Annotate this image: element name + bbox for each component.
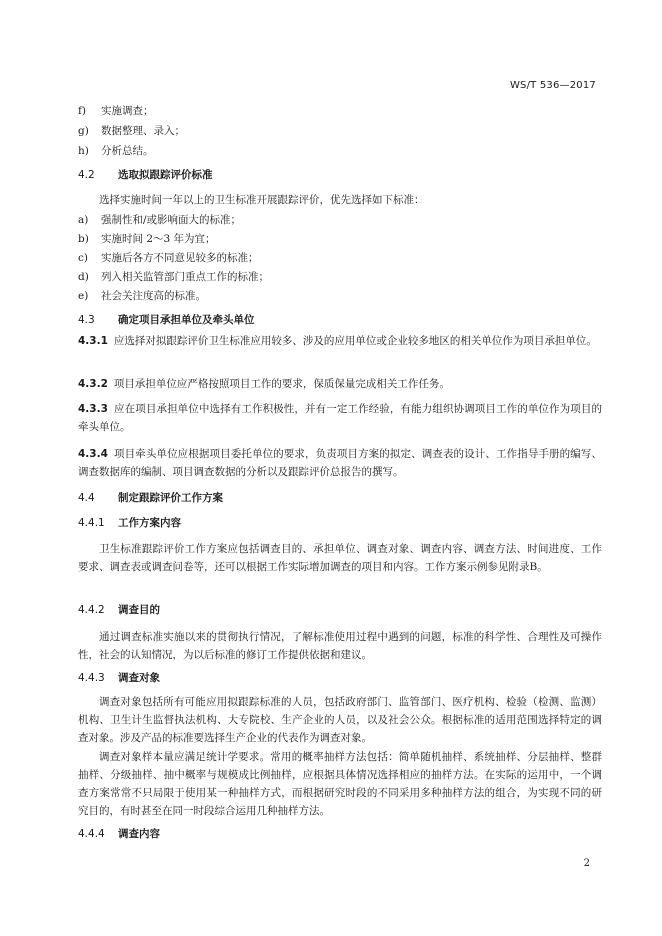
clause-number: 4.3.2 <box>78 378 108 390</box>
clause-text: 应选择对拟跟踪评价卫生标准应用较多、涉及的应用单位或企业较多地区的相关单位作为项目承担单位。 <box>113 335 597 347</box>
section-title: 选取拟跟踪评价标准 <box>118 169 213 181</box>
list-item <box>78 144 154 158</box>
list-marker: b) <box>78 233 89 245</box>
subsection-heading-4-4-4 <box>78 827 160 841</box>
section-title: 确定项目承担单位及牵头单位 <box>118 314 255 326</box>
list-marker: a) <box>78 214 89 226</box>
list-item <box>78 251 259 265</box>
list-marker: f) <box>78 105 86 117</box>
subsection-title: 调查对象 <box>118 672 160 684</box>
clause-number: 4.3.3 <box>78 403 108 415</box>
list-text: 实施时间 2～3 年为宜； <box>101 233 216 245</box>
subsection-heading-4-4-1 <box>78 516 181 530</box>
subsection-heading-4-4-2 <box>78 603 160 617</box>
clause-text: 应在项目承担单位中选择有工作积极性，并有一定工作经验，有能力组织协调项目工作的单位作为项目的牵头单位。 <box>78 403 602 433</box>
section-heading-4-3 <box>78 313 255 327</box>
section-title: 制定跟踪评价工作方案 <box>118 492 223 504</box>
list-marker: c) <box>78 252 88 264</box>
clause-number: 4.3.1 <box>78 335 108 347</box>
section-number: 4.4 <box>78 492 95 504</box>
list-item <box>78 270 269 284</box>
paragraph: 调查对象样本量应满足统计学要求。常用的概率抽样方法包括：简单随机抽样、系统抽样、分层抽样、整群抽样、分级抽样、抽中概率与规模成比例抽样，应根据具体情况选择相应的抽样方法。在实际的运用中，一个调查方案常常不只局限于使用某一种抽样方式，而根据研究时段的不同采用多种抽样方法的组合，为实现不同的研究目的，有时甚至在同一时段综合运用几种抽样方法。 <box>78 751 602 817</box>
clause-text: 项目承担单位应严格按照项目工作的要求，保质保量完成相关工作任务。 <box>113 378 450 390</box>
standard-code: WS/T 536—2017 <box>509 80 596 91</box>
subsection-number: 4.4.1 <box>78 517 105 529</box>
list-text: 社会关注度高的标准。 <box>101 290 206 302</box>
list-text: 强制性和/或影响面大的标准； <box>101 214 242 226</box>
subsection-number: 4.4.2 <box>78 604 105 616</box>
list-item <box>78 232 216 246</box>
subsection-heading-4-4-3 <box>78 671 160 685</box>
page-number: 2 <box>583 858 590 869</box>
subsection-title: 调查目的 <box>118 604 160 616</box>
section-number: 4.2 <box>78 169 95 181</box>
clause-4-3-1 <box>78 332 602 350</box>
list-marker: h) <box>78 145 89 157</box>
list-marker: g) <box>78 125 89 137</box>
list-text: 实施调查； <box>101 105 154 117</box>
list-marker: d) <box>78 271 89 283</box>
section-number: 4.3 <box>78 314 95 326</box>
list-item <box>78 289 206 303</box>
section-heading-4-2 <box>78 168 213 182</box>
clause-4-3-4 <box>78 445 602 481</box>
section-intro: 选择实施时间一年以上的卫生标准开展跟踪评价，优先选择如下标准： <box>99 194 425 206</box>
subsection-title: 调查内容 <box>118 828 160 840</box>
paragraph: 通过调查标准实施以来的贯彻执行情况，了解标准使用过程中遇到的问题，标准的科学性、合理性及可操作性，社会的认知情况，为以后标准的修订工作提供依据和建议。 <box>78 631 602 661</box>
clause-number: 4.3.4 <box>78 448 108 460</box>
list-marker: e) <box>78 290 89 302</box>
list-item <box>78 124 185 138</box>
clause-4-3-3 <box>78 400 602 436</box>
list-item <box>78 213 241 227</box>
paragraph: 调查对象包括所有可能应用拟跟踪标准的人员，包括政府部门、监管部门、医疗机构、检验（检测、监测）机构、卫生计生监督执法机构、大专院校、生产企业的人员，以及社会公众。根据标准的适用范围选择特定的调查对象。涉及产品的标准要选择生产企业的代表作为调查对象。 <box>78 696 602 744</box>
subsection-title: 工作方案内容 <box>118 517 181 529</box>
subsection-number: 4.4.4 <box>78 828 105 840</box>
list-text: 列入相关监管部门重点工作的标准； <box>101 271 269 283</box>
section-heading-4-4 <box>78 491 223 505</box>
subsection-number: 4.4.3 <box>78 672 105 684</box>
clause-text: 项目牵头单位应根据项目委托单位的要求，负责项目方案的拟定、调查表的设计、工作指导手册的编写、调查数据库的编制、项目调查数据的分析以及跟踪评价总报告的撰写。 <box>78 448 602 478</box>
list-text: 数据整理、录入； <box>101 125 185 137</box>
paragraph: 卫生标准跟踪评价工作方案应包括调查目的、承担单位、调查对象、调查内容、调查方法、时间进度、工作要求、调查表或调查问卷等，还可以根据工作实际增加调查的项目和内容。工作方案示例参见附录B。 <box>78 543 602 573</box>
list-text: 分析总结。 <box>101 145 154 157</box>
clause-4-3-2 <box>78 375 602 393</box>
list-item <box>78 104 154 118</box>
list-text: 实施后各方不同意见较多的标准； <box>101 252 259 264</box>
